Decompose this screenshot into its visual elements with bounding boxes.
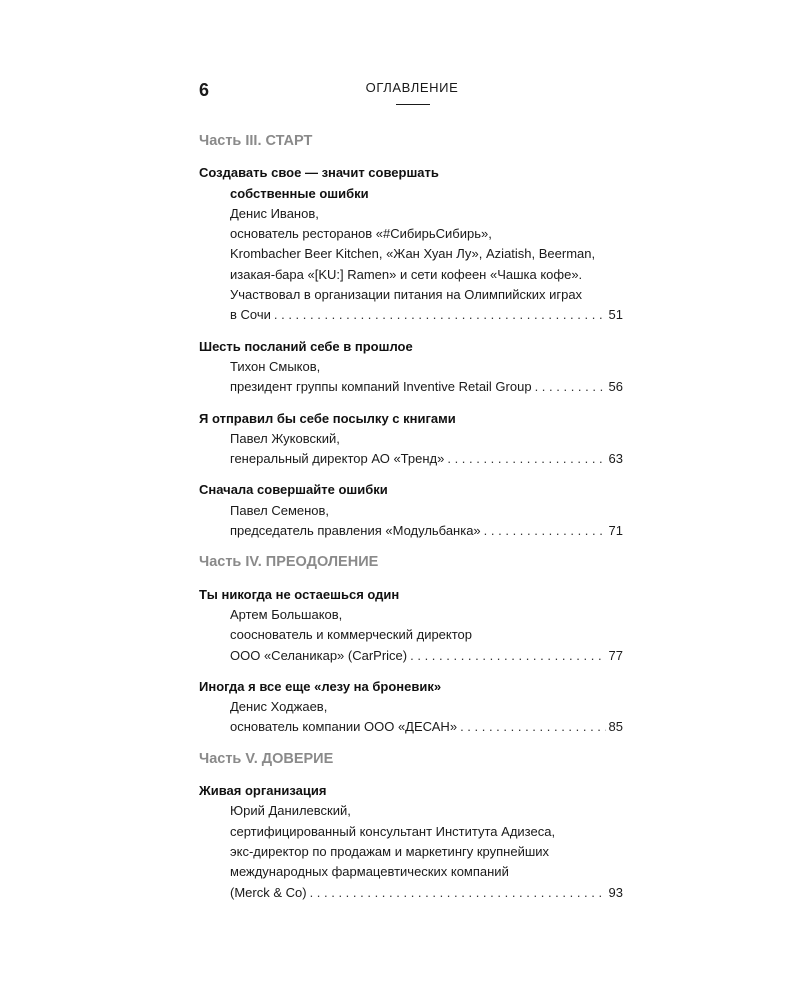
author-desc: сертифицированный консультант Института Адизеса, [230,823,556,839]
running-title: ОГЛАВЛЕНИЕ [365,80,459,95]
page-ref: 77 [608,647,623,663]
dot-leader [460,717,605,737]
author-desc: основатель компании ООО «ДЕСАН» [230,719,458,735]
entry-title: Создавать свое — значит совершать [199,165,439,181]
author-name: Тихон Смыков, [230,358,321,374]
entry-title: Шесть посланий себе в прошлое [199,338,413,354]
leader-line [199,521,623,541]
toc-entry[interactable] [199,163,623,325]
author-desc: президент группы компаний Inventive Retail Group [230,379,532,395]
entry-title: Я отправил бы себе посылку с книгами [199,410,456,426]
part-heading: Часть III. СТАРТ [199,133,313,149]
entry-title: Иногда я все еще «лезу на броневик» [199,678,442,694]
leader-line [199,717,623,737]
dot-leader [310,883,606,903]
page-ref: 71 [608,523,623,539]
author-desc: (Merck & Co) [230,884,307,900]
toc-entry[interactable] [199,480,623,541]
author-desc: в Сочи [230,307,271,323]
leader-line [199,883,623,903]
author-desc: экс-директор по продажам и маркетингу крупнейших [230,843,550,859]
author-desc: основатель ресторанов «#СибирьСибирь», [230,226,492,242]
author-name: Павел Семенов, [230,502,330,518]
part-heading: Часть IV. ПРЕОДОЛЕНИЕ [199,554,379,571]
author-desc: Krombacher Beer Kitchen, «Жан Хуан Лу», Aziatish, Beerman, [230,246,596,262]
author-desc: сооснователь и коммерческий директор [230,627,473,643]
page-ref: 93 [608,884,623,900]
page-number: 6 [199,80,210,100]
dot-leader [274,305,606,325]
page-ref: 63 [608,451,623,467]
author-name: Денис Иванов, [230,205,319,221]
page-ref: 56 [608,379,623,395]
entry-title-cont: собственные ошибки [230,185,369,201]
dot-leader [535,377,606,397]
author-desc: Участвовал в организации питания на Олимпийских играх [230,287,583,303]
entry-title: Живая организация [199,783,327,799]
dot-leader [410,646,605,666]
author-name: Артем Большаков, [230,606,343,622]
toc-entry[interactable] [199,409,623,470]
dot-leader [447,449,605,469]
leader-line [199,646,623,666]
toc-entry[interactable] [199,585,623,666]
leader-line [199,449,623,469]
page-ref: 85 [608,719,623,735]
table-of-contents [199,131,623,914]
part-heading: Часть V. ДОВЕРИЕ [199,750,334,767]
author-desc: изакая-бара «[KU:] Ramen» и сети кофеен «Чашка кофе». [230,266,583,282]
author-name: Павел Жуковский, [230,430,340,446]
leader-line [199,377,623,397]
author-name: Юрий Данилевский, [230,803,351,819]
author-name: Денис Ходжаев, [230,699,328,715]
leader-line [199,305,623,325]
dot-leader [484,521,606,541]
toc-entry[interactable] [199,337,623,398]
author-desc: генеральный директор АО «Тренд» [230,451,445,467]
author-desc: председатель правления «Модульбанка» [230,523,481,539]
toc-entry[interactable] [199,781,623,903]
entry-title: Ты никогда не остаешься один [199,586,400,602]
entry-title: Сначала совершайте ошибки [199,482,388,498]
author-desc: международных фармацевтических компаний [230,864,509,880]
author-desc: ООО «Селаникар» (CarPrice) [230,647,408,663]
header-rule [396,104,430,105]
toc-entry[interactable] [199,677,623,738]
page-ref: 51 [608,307,623,323]
